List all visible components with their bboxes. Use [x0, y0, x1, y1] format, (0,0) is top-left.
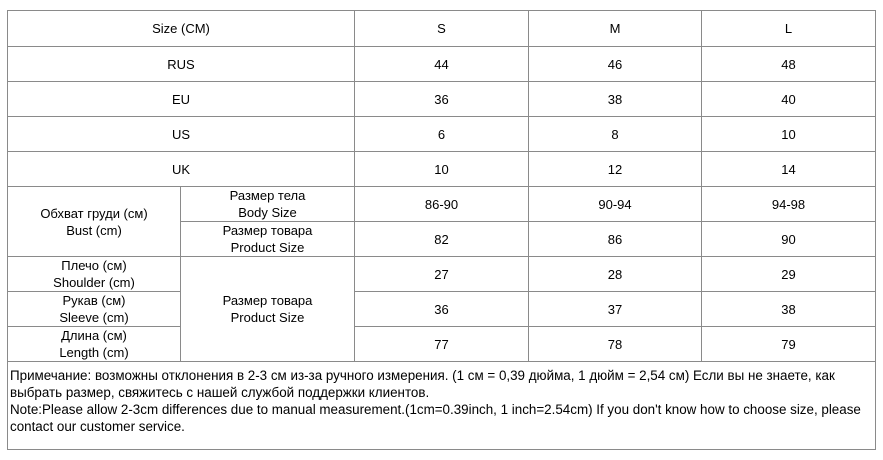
header-row	[8, 11, 876, 47]
cell-value: 29	[702, 257, 876, 292]
size-l-header: L	[702, 11, 876, 47]
table-row	[8, 82, 876, 117]
cell-value: 6	[355, 117, 529, 152]
product-size-label	[181, 222, 355, 257]
row-label: US	[8, 117, 355, 152]
cell-value: 12	[529, 152, 702, 187]
cell-value: 77	[355, 327, 529, 362]
cell-value: 48	[702, 47, 876, 82]
product-group-label-ru: Размер товара	[222, 293, 313, 308]
body-size-label-en: Body Size	[238, 205, 297, 220]
shoulder-label	[8, 257, 181, 292]
row-label: RUS	[8, 47, 355, 82]
cell-value: 40	[702, 82, 876, 117]
sleeve-row	[8, 292, 876, 327]
cell-value: 28	[529, 257, 702, 292]
cell-value: 38	[702, 292, 876, 327]
note-cell	[8, 362, 876, 450]
cell-value: 78	[529, 327, 702, 362]
cell-value: 38	[529, 82, 702, 117]
length-row	[8, 327, 876, 362]
sleeve-label	[8, 292, 181, 327]
cell-value: 79	[702, 327, 876, 362]
size-header-label: Size (CM)	[8, 11, 355, 47]
cell-value: 10	[702, 117, 876, 152]
size-s-header: S	[355, 11, 529, 47]
cell-value: 82	[355, 222, 529, 257]
note-ru: Примечание: возможны отклонения в 2-3 см из-за ручного измерения. (1 см = 0,39 дюйма, 1 дюйм = 2,54 см) Если вы не знаете, как выбрать размер, свяжитесь с нашей службой поддержки клиентов.	[10, 368, 835, 400]
cell-value: 36	[355, 292, 529, 327]
cell-value: 86-90	[355, 187, 529, 222]
bust-label-en: Bust (cm)	[66, 222, 122, 238]
shoulder-label-ru: Плечо (см)	[61, 258, 127, 273]
product-size-group-label	[181, 257, 355, 362]
note-row	[8, 362, 876, 450]
table-row	[8, 152, 876, 187]
cell-value: 36	[355, 82, 529, 117]
shoulder-row	[8, 257, 876, 292]
length-label-en: Length (cm)	[59, 345, 129, 360]
length-label	[8, 327, 181, 362]
cell-value: 86	[529, 222, 702, 257]
body-size-label	[181, 187, 355, 222]
cell-value: 27	[355, 257, 529, 292]
product-size-label-ru: Размер товара	[222, 223, 313, 238]
body-size-label-ru: Размер тела	[229, 188, 306, 203]
product-size-label-en: Product Size	[230, 240, 305, 255]
cell-value: 14	[702, 152, 876, 187]
bust-label-ru: Обхват груди (см)	[40, 205, 148, 221]
bust-label	[8, 187, 181, 257]
row-label: EU	[8, 82, 355, 117]
cell-value: 10	[355, 152, 529, 187]
cell-value: 94-98	[702, 187, 876, 222]
cell-value: 37	[529, 292, 702, 327]
table-row	[8, 47, 876, 82]
table-row	[8, 117, 876, 152]
cell-value: 90-94	[529, 187, 702, 222]
shoulder-label-en: Shoulder (cm)	[53, 275, 135, 290]
cell-value: 90	[702, 222, 876, 257]
row-label: UK	[8, 152, 355, 187]
sleeve-label-en: Sleeve (cm)	[59, 310, 129, 325]
length-label-ru: Длина (см)	[61, 328, 127, 343]
note-en: Note:Please allow 2-3cm differences due to manual measurement.(1cm=0.39inch, 1 inch=2.54cm) If you don't know how to choose size, please contact our customer service.	[10, 402, 861, 434]
size-chart-table	[7, 10, 876, 450]
size-m-header: M	[529, 11, 702, 47]
cell-value: 44	[355, 47, 529, 82]
product-group-label-en: Product Size	[230, 310, 305, 325]
cell-value: 8	[529, 117, 702, 152]
cell-value: 46	[529, 47, 702, 82]
sleeve-label-ru: Рукав (см)	[62, 293, 126, 308]
bust-body-row	[8, 187, 876, 222]
